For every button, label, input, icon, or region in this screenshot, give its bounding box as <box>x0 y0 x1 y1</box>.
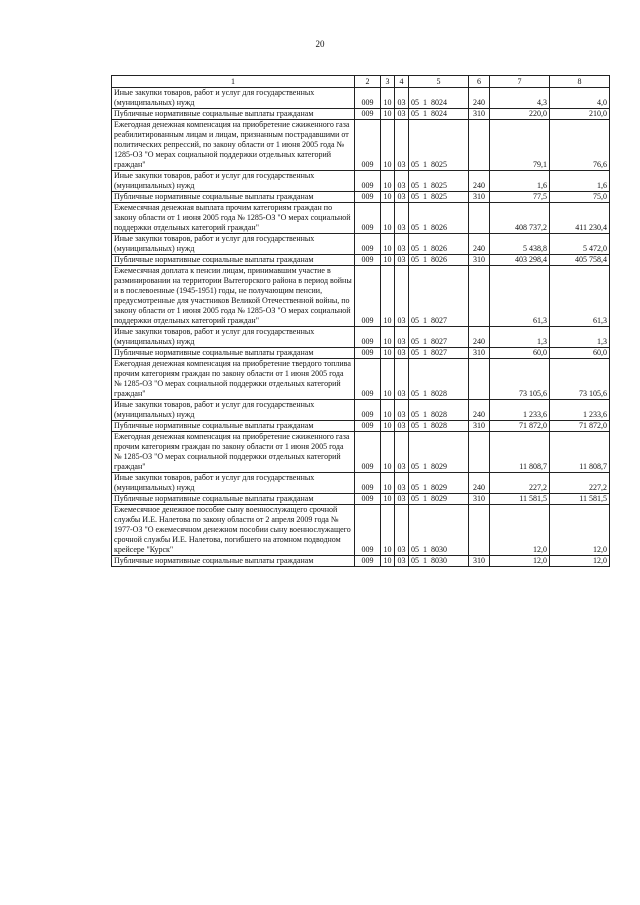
table-row <box>112 255 610 266</box>
row-amount-year-1: 403 298,4 <box>490 255 550 266</box>
row-grbs: 009 <box>355 421 381 432</box>
row-amount-year-1: 60,0 <box>490 348 550 359</box>
row-expense-type <box>469 505 490 556</box>
row-subsection: 03 <box>395 120 409 171</box>
row-expense-type <box>469 203 490 234</box>
row-grbs: 009 <box>355 473 381 494</box>
header-col-5: 5 <box>409 76 469 88</box>
row-amount-year-2: 76,6 <box>550 120 610 171</box>
table-body <box>112 88 610 567</box>
row-name: Иные закупки товаров, работ и услуг для государственных (муниципальных) нужд <box>112 88 355 109</box>
row-subsection: 03 <box>395 400 409 421</box>
row-target-article: 05 1 8024 <box>409 109 469 120</box>
row-section: 10 <box>381 255 395 266</box>
table-row <box>112 266 610 327</box>
row-name: Ежемесячная денежная выплата прочим категориям граждан по закону области от 1 июня 2005 года № 1285-ОЗ "О мерах социальной поддержки отдельных категорий граждан" <box>112 203 355 234</box>
row-amount-year-2: 60,0 <box>550 348 610 359</box>
row-amount-year-1: 408 737,2 <box>490 203 550 234</box>
row-expense-type: 310 <box>469 348 490 359</box>
row-amount-year-1: 11 808,7 <box>490 432 550 473</box>
row-amount-year-2: 1,3 <box>550 327 610 348</box>
row-section: 10 <box>381 348 395 359</box>
row-section: 10 <box>381 400 395 421</box>
row-amount-year-1: 61,3 <box>490 266 550 327</box>
row-subsection: 03 <box>395 255 409 266</box>
row-amount-year-2: 71 872,0 <box>550 421 610 432</box>
row-name: Иные закупки товаров, работ и услуг для государственных (муниципальных) нужд <box>112 400 355 421</box>
row-section: 10 <box>381 266 395 327</box>
row-expense-type: 240 <box>469 327 490 348</box>
row-section: 10 <box>381 421 395 432</box>
row-section: 10 <box>381 234 395 255</box>
row-section: 10 <box>381 192 395 203</box>
row-grbs: 009 <box>355 88 381 109</box>
row-grbs: 009 <box>355 203 381 234</box>
row-expense-type: 240 <box>469 400 490 421</box>
row-subsection: 03 <box>395 421 409 432</box>
row-target-article: 05 1 8026 <box>409 234 469 255</box>
row-name: Публичные нормативные социальные выплаты гражданам <box>112 255 355 266</box>
row-section: 10 <box>381 505 395 556</box>
row-subsection: 03 <box>395 556 409 567</box>
row-subsection: 03 <box>395 494 409 505</box>
row-target-article: 05 1 8024 <box>409 88 469 109</box>
header-col-6: 6 <box>469 76 490 88</box>
header-col-4: 4 <box>395 76 409 88</box>
row-target-article: 05 1 8026 <box>409 203 469 234</box>
table-header <box>112 76 610 88</box>
table-row <box>112 88 610 109</box>
row-amount-year-2: 5 472,0 <box>550 234 610 255</box>
row-name: Публичные нормативные социальные выплаты гражданам <box>112 421 355 432</box>
row-name: Ежегодная денежная компенсация на приобретение твердого топлива прочим категориям граждан по закону области от 1 июня 2005 года № 1285-ОЗ "О мерах социальной поддержки отдельных категорий граждан" <box>112 359 355 400</box>
row-grbs: 009 <box>355 556 381 567</box>
row-expense-type: 310 <box>469 556 490 567</box>
row-name: Публичные нормативные социальные выплаты гражданам <box>112 109 355 120</box>
row-subsection: 03 <box>395 327 409 348</box>
row-expense-type: 240 <box>469 88 490 109</box>
table-row <box>112 327 610 348</box>
row-expense-type <box>469 266 490 327</box>
row-subsection: 03 <box>395 432 409 473</box>
row-target-article: 05 1 8030 <box>409 505 469 556</box>
row-grbs: 009 <box>355 255 381 266</box>
table-row <box>112 203 610 234</box>
row-amount-year-1: 1,6 <box>490 171 550 192</box>
row-expense-type: 310 <box>469 109 490 120</box>
row-amount-year-2: 11 808,7 <box>550 432 610 473</box>
row-name: Ежемесячное денежное пособие сыну военнослужащего срочной службы И.Е. Налетова по закону области от 2 апреля 2009 года № 1977-ОЗ "О ежемесячном денежном пособии сыну военнослужащего срочной службы И.Е. Налетова, погибшего на атомном подводном крейсере "Курск" <box>112 505 355 556</box>
table-row <box>112 171 610 192</box>
row-expense-type <box>469 432 490 473</box>
row-target-article: 05 1 8026 <box>409 255 469 266</box>
row-subsection: 03 <box>395 234 409 255</box>
row-section: 10 <box>381 556 395 567</box>
row-amount-year-1: 71 872,0 <box>490 421 550 432</box>
row-subsection: 03 <box>395 505 409 556</box>
row-expense-type: 240 <box>469 234 490 255</box>
table-row <box>112 400 610 421</box>
row-section: 10 <box>381 473 395 494</box>
header-col-1: 1 <box>112 76 355 88</box>
table-row <box>112 494 610 505</box>
row-amount-year-1: 73 105,6 <box>490 359 550 400</box>
row-amount-year-2: 12,0 <box>550 505 610 556</box>
table-row <box>112 192 610 203</box>
header-col-7: 7 <box>490 76 550 88</box>
row-amount-year-2: 75,0 <box>550 192 610 203</box>
row-expense-type: 310 <box>469 255 490 266</box>
row-expense-type: 310 <box>469 421 490 432</box>
header-col-8: 8 <box>550 76 610 88</box>
row-section: 10 <box>381 494 395 505</box>
row-target-article: 05 1 8025 <box>409 171 469 192</box>
row-subsection: 03 <box>395 359 409 400</box>
row-expense-type: 240 <box>469 171 490 192</box>
row-section: 10 <box>381 120 395 171</box>
header-col-2: 2 <box>355 76 381 88</box>
row-amount-year-1: 1 233,6 <box>490 400 550 421</box>
row-amount-year-1: 11 581,5 <box>490 494 550 505</box>
row-target-article: 05 1 8028 <box>409 359 469 400</box>
row-expense-type: 240 <box>469 473 490 494</box>
row-amount-year-1: 5 438,8 <box>490 234 550 255</box>
row-target-article: 05 1 8029 <box>409 494 469 505</box>
row-section: 10 <box>381 203 395 234</box>
row-target-article: 05 1 8025 <box>409 192 469 203</box>
row-grbs: 009 <box>355 327 381 348</box>
row-subsection: 03 <box>395 109 409 120</box>
row-amount-year-1: 12,0 <box>490 505 550 556</box>
row-amount-year-1: 4,3 <box>490 88 550 109</box>
row-amount-year-2: 12,0 <box>550 556 610 567</box>
row-grbs: 009 <box>355 171 381 192</box>
row-subsection: 03 <box>395 192 409 203</box>
row-amount-year-1: 1,3 <box>490 327 550 348</box>
row-section: 10 <box>381 109 395 120</box>
row-name: Публичные нормативные социальные выплаты гражданам <box>112 494 355 505</box>
table-row <box>112 556 610 567</box>
row-subsection: 03 <box>395 266 409 327</box>
row-grbs: 009 <box>355 359 381 400</box>
row-amount-year-2: 73 105,6 <box>550 359 610 400</box>
row-amount-year-1: 12,0 <box>490 556 550 567</box>
table-row <box>112 421 610 432</box>
row-expense-type <box>469 120 490 171</box>
row-target-article: 05 1 8029 <box>409 473 469 494</box>
row-amount-year-2: 227,2 <box>550 473 610 494</box>
row-subsection: 03 <box>395 171 409 192</box>
table-row <box>112 359 610 400</box>
row-amount-year-2: 1 233,6 <box>550 400 610 421</box>
table-row <box>112 234 610 255</box>
row-target-article: 05 1 8030 <box>409 556 469 567</box>
row-name: Иные закупки товаров, работ и услуг для государственных (муниципальных) нужд <box>112 473 355 494</box>
row-target-article: 05 1 8027 <box>409 266 469 327</box>
row-grbs: 009 <box>355 192 381 203</box>
row-name: Иные закупки товаров, работ и услуг для государственных (муниципальных) нужд <box>112 234 355 255</box>
table-row <box>112 473 610 494</box>
table-row <box>112 109 610 120</box>
row-grbs: 009 <box>355 266 381 327</box>
row-amount-year-1: 79,1 <box>490 120 550 171</box>
row-section: 10 <box>381 88 395 109</box>
row-amount-year-2: 1,6 <box>550 171 610 192</box>
row-target-article: 05 1 8028 <box>409 400 469 421</box>
row-name: Ежегодная денежная компенсация на приобретение сжиженного газа прочим категориям граждан по закону области от 1 июня 2005 года № 1285-ОЗ "О мерах социальной поддержки отдельных категорий граждан" <box>112 432 355 473</box>
row-grbs: 009 <box>355 432 381 473</box>
row-amount-year-1: 77,5 <box>490 192 550 203</box>
row-name: Иные закупки товаров, работ и услуг для государственных (муниципальных) нужд <box>112 171 355 192</box>
row-subsection: 03 <box>395 88 409 109</box>
row-grbs: 009 <box>355 400 381 421</box>
table-row <box>112 505 610 556</box>
row-name: Публичные нормативные социальные выплаты гражданам <box>112 556 355 567</box>
row-grbs: 009 <box>355 505 381 556</box>
row-expense-type: 310 <box>469 192 490 203</box>
row-amount-year-2: 210,0 <box>550 109 610 120</box>
row-amount-year-2: 11 581,5 <box>550 494 610 505</box>
row-subsection: 03 <box>395 473 409 494</box>
row-subsection: 03 <box>395 203 409 234</box>
row-name: Публичные нормативные социальные выплаты гражданам <box>112 348 355 359</box>
row-grbs: 009 <box>355 494 381 505</box>
row-grbs: 009 <box>355 348 381 359</box>
row-name: Публичные нормативные социальные выплаты гражданам <box>112 192 355 203</box>
row-amount-year-2: 4,0 <box>550 88 610 109</box>
row-section: 10 <box>381 359 395 400</box>
row-grbs: 009 <box>355 234 381 255</box>
row-name: Ежемесячная доплата к пенсии лицам, принимавшим участие в разминировании на территории Вытегорского района в период войны и в послевоенные (1945-1951) годы, не получающим пенсии, предусмотренные для участников Великой Отечественной войны, по закону области от 1 июня 2005 года № 1285-ОЗ "О мерах социальной поддержки отдельных категорий граждан" <box>112 266 355 327</box>
row-section: 10 <box>381 171 395 192</box>
row-target-article: 05 1 8029 <box>409 432 469 473</box>
row-expense-type: 310 <box>469 494 490 505</box>
row-amount-year-2: 411 230,4 <box>550 203 610 234</box>
row-target-article: 05 1 8027 <box>409 327 469 348</box>
budget-table <box>111 75 610 567</box>
table-row <box>112 348 610 359</box>
row-grbs: 009 <box>355 109 381 120</box>
row-name: Ежегодная денежная компенсация на приобретение сжиженного газа реабилитированным лицам и лицам, признанным пострадавшими от политических репрессий, по закону области от 1 июня 2005 года № 1285-ОЗ "О мерах социальной поддержки отдельных категорий граждан" <box>112 120 355 171</box>
row-amount-year-1: 220,0 <box>490 109 550 120</box>
header-col-3: 3 <box>381 76 395 88</box>
row-grbs: 009 <box>355 120 381 171</box>
row-subsection: 03 <box>395 348 409 359</box>
row-section: 10 <box>381 327 395 348</box>
row-target-article: 05 1 8025 <box>409 120 469 171</box>
row-section: 10 <box>381 432 395 473</box>
table-row <box>112 120 610 171</box>
row-amount-year-2: 61,3 <box>550 266 610 327</box>
row-target-article: 05 1 8027 <box>409 348 469 359</box>
row-target-article: 05 1 8028 <box>409 421 469 432</box>
row-expense-type <box>469 359 490 400</box>
row-name: Иные закупки товаров, работ и услуг для государственных (муниципальных) нужд <box>112 327 355 348</box>
page-number: 20 <box>315 39 325 49</box>
table-row <box>112 432 610 473</box>
row-amount-year-1: 227,2 <box>490 473 550 494</box>
row-amount-year-2: 405 758,4 <box>550 255 610 266</box>
